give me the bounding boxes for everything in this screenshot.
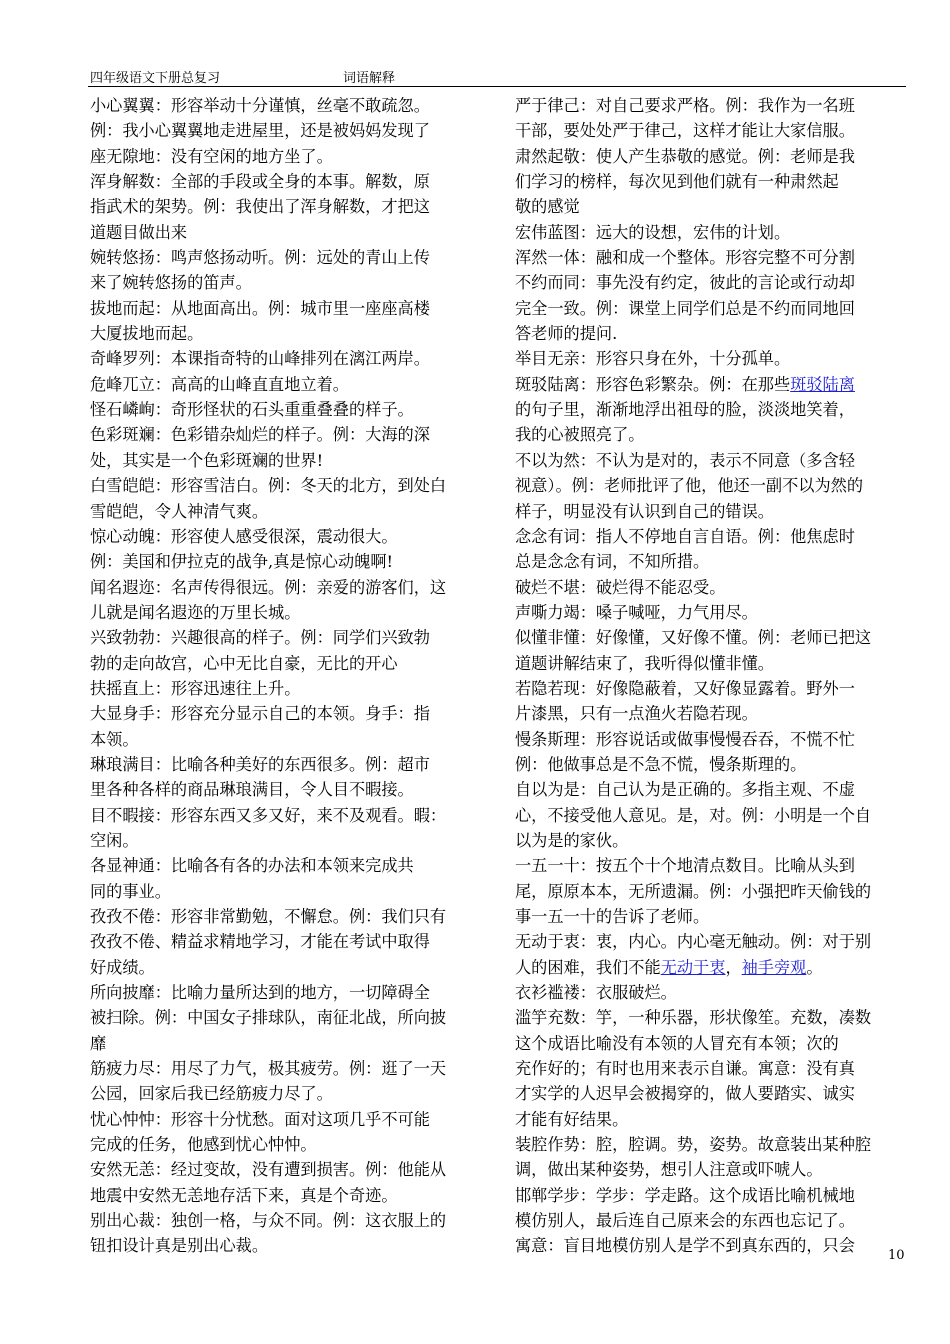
text-line: 干部，要处处严于律己，这样才能让大家信服。 [515,121,855,141]
text-line: 完全一致。例：课堂上同学们总是不约而同地回 [515,298,855,318]
text-line: 奇峰罗列：本课指奇特的山峰排列在漓江两岸。 [90,349,430,369]
text-line: 浑然一体：融和成一个整体。形容完整不可分割 [515,248,855,268]
text-line: 色彩斑斓：色彩错杂灿烂的样子。例：大海的深 [90,425,430,445]
text-line: 琳琅满目：比喻各种美好的东西很多。例：超市 [90,754,430,774]
text-line: 好成绩。 [90,957,155,977]
text-line: 扶摇直上：形容迅速往上升。 [90,678,301,698]
text-line: 例：美国和伊拉克的战争,真是惊心动魄啊! [90,552,394,572]
text-line: 宏伟蓝图：远大的设想，宏伟的计划。 [515,222,791,242]
text-line: 完成的任务，他感到忧心忡忡。 [90,1135,317,1155]
text-line: 钮扣设计真是别出心裁。 [90,1236,269,1256]
text-line: 筋疲力尽：用尽了力气，极其疲劳。例：逛了一天 [90,1059,447,1079]
text-line: 目不暇接：形容东西又多又好，来不及观看。暇： [90,805,447,825]
text-line: 答老师的提问. [515,324,618,344]
text-line: 衣衫褴褛：衣服破烂。 [515,983,677,1003]
text-line: 这个成语比喻没有本领的人冒充有本领；次的 [515,1033,839,1053]
text-line-with-link [515,372,908,397]
text-line: 孜孜不倦：形容非常勤勉，不懈怠。例：我们只有 [90,907,447,926]
header-course-title: 四年级语文下册总复习 [90,71,221,86]
text-line: 似懂非懂：好像懂，又好像不懂。例：老师已把这 [515,628,872,648]
text-line: 空闲。 [90,830,139,850]
text-line: 来了婉转悠扬的笛声。 [90,273,252,293]
left-column [90,93,485,1259]
text-line: 白雪皑皑：形容雪洁白。例：冬天的北方，到处白 [90,476,447,496]
text-line: 不约而同：事先没有约定，彼此的言论或行动却 [515,273,855,293]
text-line: 举目无亲：形容只身在外，十分孤单。 [515,349,791,369]
text-line: 别出心裁：独创一格，与众不同。例：这衣服上的 [90,1211,447,1231]
text-line: 大显身手：形容充分显示自己的本领。身手：指 [90,704,430,724]
text-line: 邯郸学步：学步：学走路。这个成语比喻机械地 [515,1185,855,1205]
text-line: 惊心动魄：形容使人感受很深，震动很大。 [90,526,398,546]
text-line: 滥竽充数：竽，一种乐器，形状像笙。充数，凑数 [515,1008,872,1028]
text-line: 视意）。例：老师批评了他，他还一副不以为然的 [515,476,864,496]
link-xiushou-pangguan[interactable]: 袖手旁观 [741,957,807,977]
text-line: 例：我小心翼翼地走进屋里，还是被妈妈发现了 [90,121,430,141]
text-line: 怪石嶙峋：奇形怪状的石头重重叠叠的样子。 [90,400,414,420]
text-line: 声嘶力竭：嗓子喊哑，力气用尽。 [515,602,758,622]
text-line: 地震中安然无恙地存活下来，真是个奇迹。 [90,1185,398,1205]
text-line: 敬的感觉 [515,197,580,217]
text-line: 才能有好结果。 [515,1109,629,1129]
text-line: 道题讲解结束了，我听得似懂非懂。 [515,653,774,673]
text-line: 尾，原原本本，无所遗漏。例：小强把昨天偷钱的 [515,881,872,901]
text-line: 自以为是：自己认为是正确的。多指主观、不虚 [515,780,855,800]
text-line: 忧心忡忡：形容十分忧愁。面对这项几乎不可能 [90,1109,430,1129]
page-header [88,66,906,87]
text-segment: 人的困难，我们不能 [515,957,661,977]
text-line: 们学习的榜样，每次见到他们就有一种肃然起 [515,172,839,192]
text-line: 事一五一十的告诉了老师。 [515,907,710,926]
text-line: 勃的走向故宫，心中无比自豪，无比的开心 [90,653,398,673]
link-wudong-yuzhong[interactable]: 无动于衷 [660,957,726,977]
punctuation: ， [725,957,742,977]
text-line: 我的心被照亮了。 [515,425,645,445]
text-line-with-link [515,955,908,980]
text-line: 模仿别人，最后连自己原来会的东西也忘记了。 [515,1211,855,1231]
text-line: 心，不接受他人意见。是，对。例：小明是一个自 [515,805,872,825]
text-line: 浑身解数：全部的手段或全身的本事。解数，原 [90,172,430,192]
text-line: 不以为然：不认为是对的，表示不同意（多含轻 [515,450,855,470]
text-line: 所向披靡：比喻力量所达到的地方，一切障碍全 [90,983,430,1003]
text-line: 小心翼翼：形容举动十分谨慎，丝毫不敢疏忽。 [90,96,430,115]
text-line: 婉转悠扬：鸣声悠扬动听。例：远处的青山上传 [90,248,430,268]
text-line: 闻名遐迩：名声传得很远。例：亲爱的游客们，这 [90,577,447,597]
text-line: 里各种各样的商品琳琅满目，令人目不暇接。 [90,780,414,800]
text-segment: 斑驳陆离：形容色彩繁杂。例：在那些 [515,374,791,394]
text-line: 道题目做出来 [90,222,188,242]
text-line: 无动于衷：衷，内心。内心毫无触动。例：对于别 [515,932,872,952]
text-line: 严于律己：对自己要求严格。例：我作为一名班 [515,96,855,115]
text-line: 雪皑皑，令人神清气爽。 [90,501,269,521]
text-line: 片漆黑，只有一点渔火若隐若现。 [515,704,758,724]
text-line: 处，其实是一个色彩斑斓的世界! [90,450,324,470]
text-line: 危峰兀立：高高的山峰直直地立着。 [90,374,349,394]
text-line: 安然无恙：经过变故，没有遭到损害。例：他能从 [90,1160,447,1180]
text-line: 拔地而起：从地面高出。例：城市里一座座高楼 [90,298,430,318]
text-line: 例：他做事总是不急不慌，慢条斯理的。 [515,754,807,774]
header-section-title: 词语解释 [343,71,396,86]
text-line: 慢条斯理：形容说话或做事慢慢吞吞，不慌不忙 [515,729,855,749]
text-line: 孜孜不倦、精益求精地学习，才能在考试中取得 [90,932,430,952]
text-line: 各显神通：比喻各有各的办法和本领来完成共 [90,856,414,876]
text-line: 被扫除。例：中国女子排球队，南征北战，所向披 [90,1008,447,1028]
text-line: 样子，明显没有认识到自己的错误。 [515,501,774,521]
right-column [515,93,908,1259]
punctuation: 。 [806,957,823,977]
text-line: 总是念念有词，不知所措。 [515,552,710,572]
text-line: 的句子里，渐渐地浮出祖母的脸，淡淡地笑着， [515,400,855,420]
text-line: 调，做出某种姿势，想引人注意或吓唬人。 [515,1160,823,1180]
text-line: 装腔作势：腔，腔调。势，姿势。故意装出某种腔 [515,1135,872,1155]
text-line: 指武术的架势。例：我使出了浑身解数，才把这 [90,197,430,217]
text-line: 以为是的家伙。 [515,830,629,850]
text-line: 一五一十：按五个十个地清点数目。比喻从头到 [515,856,855,876]
text-line: 座无隙地：没有空闲的地方坐了。 [90,146,333,166]
text-line: 充作好的；有时也用来表示自谦。寓意：没有真 [515,1059,855,1079]
text-line: 寓意：盲目地模仿别人是学不到真东西的，只会 [515,1236,855,1256]
text-line: 儿就是闻名遐迩的万里长城。 [90,602,301,622]
text-line: 破烂不堪：破烂得不能忍受。 [515,577,726,597]
text-line: 靡 [90,1033,107,1053]
text-line: 大厦拔地而起。 [90,324,204,344]
text-line: 兴致勃勃：兴趣很高的样子。例：同学们兴致勃 [90,628,430,648]
link-banbo-luli[interactable]: 斑驳陆离 [790,374,855,394]
text-line: 公园，回家后我已经筋疲力尽了。 [90,1084,333,1104]
text-line: 才实学的人迟早会被揭穿的，做人要踏实、诚实 [515,1084,855,1104]
text-line: 同的事业。 [90,881,171,901]
page-number: 10 [888,1248,905,1263]
text-line: 念念有词：指人不停地自言自语。例：他焦虑时 [515,526,855,546]
text-line: 肃然起敬：使人产生恭敬的感觉。例：老师是我 [515,146,855,166]
text-line: 本领。 [90,729,139,749]
text-line: 若隐若现：好像隐蔽着，又好像显露着。野外一 [515,678,855,698]
